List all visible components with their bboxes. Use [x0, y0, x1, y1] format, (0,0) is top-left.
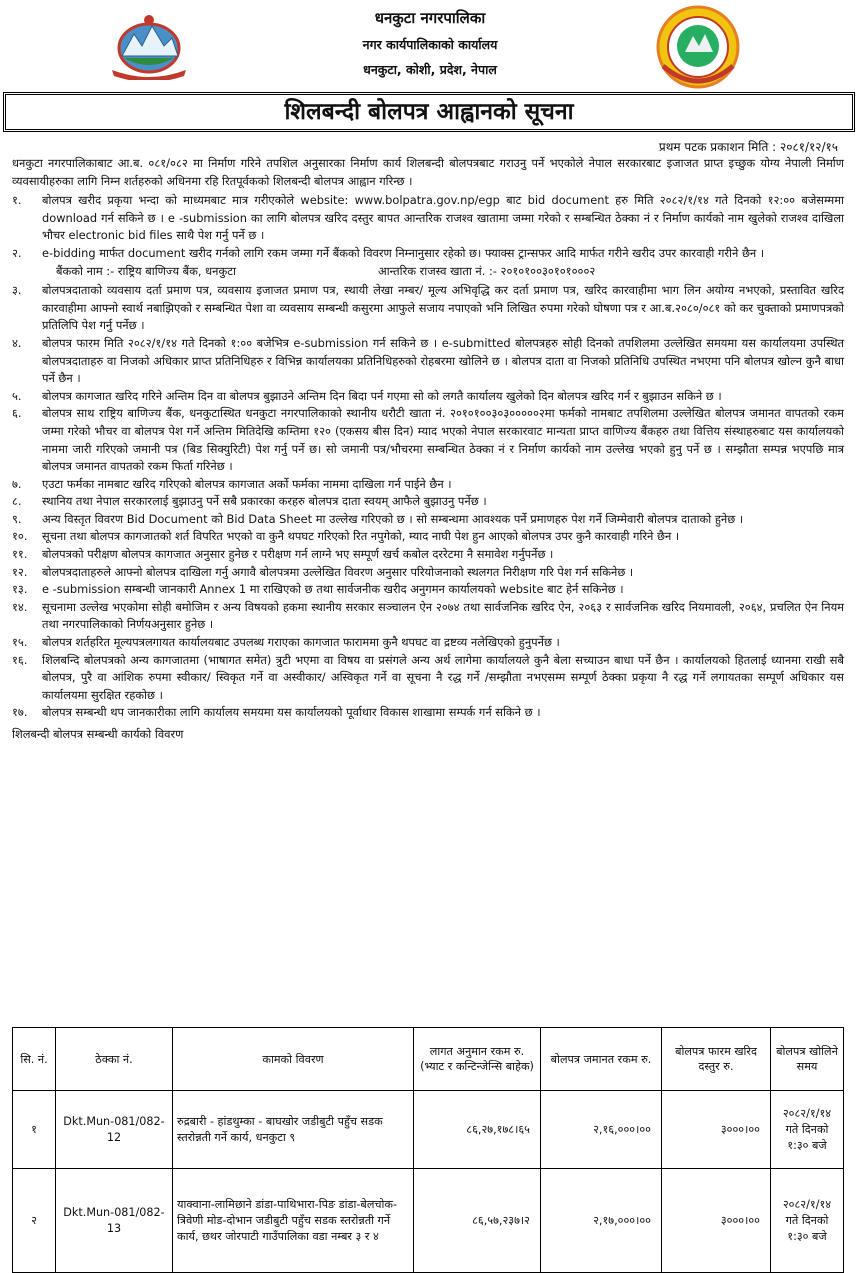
header-opening: बोलपत्र खोलिने समय — [771, 1028, 844, 1091]
clause-5: ५. बोलपत्र कागजात खरिद गरिने अन्तिम दिन वा बोलपत्र बुझाउने अन्तिम दिन बिदा पर्न गएमा सो को लगतै कार्यालय खुलेको दिन बोलपत्र खरिद गर्न र बुझाउन सकिने छ । — [12, 388, 722, 403]
table-header-row — [13, 1028, 844, 1091]
clause-11: ११. बोलपत्रको परीक्षण बोलपत्र कागजात अनुसार हुनेछ र परीक्षण गर्न लाग्ने भए सम्पूर्ण खर्च कबोल दररेटमा नै समावेश गर्नुपर्नेछ । — [12, 547, 554, 562]
cell-cost: ८६,२७,१७८।६५ — [414, 1091, 541, 1169]
cell-security: २,१६,०००।०० — [541, 1091, 662, 1169]
intro-paragraph: धनकुटा नगरपालिकाबाट आ.ब. ०८१/०८२ मा निर्माण गरिने तपशिल अनुसारका निर्माण कार्य शिलबन्दी बोलपत्रबाट गराउनु पर्ने भएकोले नेपाल सरकारबाट इजाजत प्राप्त इच्छुक योग्य नेपाली निर्माण व्यवसायीहरुका लागि निम्न शर्तहरुको अधिनमा रहि रितपूर्वकको शिलबन्दी बोलपत्र आह्वान गरिन्छ । — [12, 156, 844, 188]
clause-7: ७. एउटा फर्मका नामबाट खरिद गरिएको बोलपत्र कागजात अर्को फर्मका नाममा दाखिला गर्न पाईने छैन । — [12, 476, 452, 491]
clause-2: २. e-bidding मार्फत document खरीद गर्नको लागि रकम जम्मा गर्ने बैंकको विवरण निम्नानुसार रहेको छ। फ्याक्स ट्रान्सफर आदि मार्फत गरीने खरीद उपर कारवाही गरीने छैन । — [12, 245, 765, 260]
header-sn: सि. नं. — [13, 1028, 56, 1091]
clause-17: १७. बोलपत्र सम्बन्धी थप जानकारीका लागि कार्यालय समयमा यस कार्यालयको पूर्वाधार विकास शाखामा सम्पर्क गर्न सकिने छ । — [12, 705, 541, 720]
notice-title: शिलबन्दी बोलपत्र आह्वानको सूचना — [3, 92, 855, 132]
header-description: कामको विवरण — [173, 1028, 414, 1091]
header-security: बोलपत्र जमानत रकम रु. — [541, 1028, 662, 1091]
header-cost: लागत अनुमान रकम रु. (भ्याट र कन्टिन्जेन्सि बाहेक) — [414, 1028, 541, 1091]
municipality-logo-icon — [655, 4, 741, 90]
cell-fee: ३०००।०० — [662, 1169, 771, 1273]
clause-14: १४. सूचनामा उल्लेख भएकोमा सोही बमोजिम र अन्य विषयको हकमा स्थानीय सरकार सञ्चालन ऐन २०७४ तथा सार्वजनिक खरिद ऐन, २०६३ र सार्वजनिक खरिद नियमावली, २०६४, प्रचलित ऐन नियम तथा नगरपालिकाको निर्णयअनुसार हुनेछ । — [12, 599, 844, 632]
clause-12: १२. बोलपत्रदाताहरुले आफ्नो बोलपत्र दाखिला गर्नु अगावै बोलपत्रमा उल्लेखित विवरण अनुसार परियोजनाको स्थलगत निरीक्षण गरि पेश गर्न सकिनेछ । — [12, 564, 634, 579]
clause-15: १५. बोलपत्र शर्तहरित मूल्यपत्रलगायत कार्यालयबाट उपलब्ध गराएका कागजात फाराममा कुनै थपघट वा द्रष्टव्य नलेखिएको हुनुपर्नेछ । — [12, 635, 560, 650]
bank-name: बैंकको नाम :- राष्ट्रिय बाणिज्य बैंक, धनकुटा — [56, 263, 236, 278]
municipality-name: धनकुटा नगरपालिका — [374, 9, 486, 27]
clause-16: १६. शिलबन्दि बोलपत्रको अन्य कागजातमा (भाषागत समेत) त्रुटी भएमा वा विषय वा प्रसंगले अन्य अर्थ लागेमा कार्यालयले कुनै बेला सच्याउन बाधा पर्ने छैन । कार्यालयको हितलाई ध्यानमा राखी सबै बोलपत्र, पुरै वा आंशिक रुपमा स्वीकार/ स्विकृत गर्ने वा अस्वीकार/ अस्विकृत गर्ने वा सूचना नै रद्ध गर्ने /सम्झौता नभएसम्म सम्पूर्ण ठेक्का प्रकृया नै रद्ध गर्ने लगायतका सम्पूर्ण अधिकार यस कार्यालयमा सुरक्षित रहकोछ । — [12, 652, 844, 702]
nepal-government-emblem-icon — [108, 12, 190, 80]
clause-1: १. बोलपत्र खरीद प्रकृया भन्दा को माध्यमबाट मात्र गरीएकोले website: www.bolpatra.gov.np/egp बाट bid document हरु मिति २०८२/१/१४ गते दिनको १२:०० बजेसम्ममा download गर्न सकिने छ । e -submission का लागि बोलपत्र खरिद दस्तुर बापत आन्तरिक राजश्व खातामा जम्मा गरेको र सम्बन्धित ठेक्का नं र निर्माण कार्यको नाम खुलेको राजश्व दाखिला भौचर electronic bid files साथै पेश गर्नु पर्ने छ । — [12, 193, 844, 243]
cell-security: २,१७,०००।०० — [541, 1169, 662, 1273]
cell-contract-no: Dkt.Mun-081/082-13 — [56, 1169, 173, 1273]
cell-description: याक्वाना-लामिछाने डांडा-पाथिभारा-पिङ डांडा-बेलचोक-त्रिवेणी मोड-दोभान जडीबुटी पहुँच सडक स्तरोन्नती गर्ने कार्य, छथर जोरपाटी गाउँपालिका वडा नम्बर ३ र ४ — [173, 1169, 414, 1273]
table-row — [13, 1091, 844, 1169]
cell-sn: २ — [13, 1169, 56, 1273]
clause-9: ९. अन्य विस्तृत विवरण Bid Document को Bid Data Sheet मा उल्लेख गरिएको छ । सो सम्बन्धमा आवश्यक पर्ने प्रमाणहरु पेश गर्ने जिम्मेवारी बोलपत्र दाताको हुनेछ । — [12, 511, 744, 526]
office-name: नगर कार्यपालिकाको कार्यालय — [362, 37, 498, 52]
bank-account: आन्तरिक राजस्व खाता नं. :- २०१०१००३०१०१०००२ — [378, 263, 596, 278]
cell-opening: २०८२/१/१४ गते दिनको १:३० बजे — [771, 1091, 844, 1169]
header-contract-no: ठेक्का नं. — [56, 1028, 173, 1091]
clause-3: ३. बोलपत्रदाताको व्यवसाय दर्ता प्रमाण पत्र, व्यवसाय इजाजत प्रमाण पत्र, स्थायी लेखा नम्बर/ मूल्य अभिवृद्धि कर दर्ता प्रमाण पत्र, खरिद कारवाहीमा भाग लिन अयोग्य नभएको, प्रस्तावित खरिद कारवाहीमा आफ्नो स्वार्थ नबाझिएको र सम्बन्धित पेशा वा व्यवसाय सम्बन्धी कसुरमा आफुले सजाय नपाएको भनि लिखित रुपमा गरेको घोषणा पत्र र आ.ब.२०८०/०८१ को कर चुक्ताको प्रमाणपत्रको प्रतिलिपि पेश गर्नु पर्नेछ । — [12, 283, 844, 333]
clause-8: ८. स्थानिय तथा नेपाल सरकारलाई बुझाउनु पर्ने सबै प्रकारका करहरु बोलपत्र दाता स्वयम् आफैले बुझाउनु पर्नेछ । — [12, 494, 487, 509]
cell-fee: ३०००।०० — [662, 1091, 771, 1169]
letterhead — [0, 0, 858, 92]
clause-13: १३. e -submission सम्बन्धी जानकारी Annex 1 मा राखिएको छ तथा सार्वजनीक खरीद अनुगमन कार्यालयको website बाट हेर्न सकिनेछ । — [12, 582, 624, 597]
cell-opening: २०८२/१/१४ गते दिनको १:३० बजे — [771, 1169, 844, 1273]
cell-contract-no: Dkt.Mun-081/082-12 — [56, 1091, 173, 1169]
office-address: धनकुटा, कोशी, प्रदेश, नेपाल — [363, 62, 497, 77]
publication-date: प्रथम पटक प्रकाशन मिति : २०८१/१२/१५ — [658, 140, 838, 154]
bank-details — [12, 263, 844, 281]
table-row — [13, 1169, 844, 1273]
table-caption: शिलबन्दी बोलपत्र सम्बन्धी कार्यको विवरण — [12, 727, 184, 741]
clause-10: १०. सूचना तथा बोलपत्र कागजातको शर्त विपरित भएको वा कुनै थपघट गरिएको रित नपुगेको, म्याद नाघी पेश हुन आएको बोलपत्र उपर कुनै कारवाही गरिने छैन । — [12, 529, 680, 544]
cell-cost: ८६,५७,२३७।२ — [414, 1169, 541, 1273]
clause-6: ६. बोलपत्र साथ राष्ट्रिय बाणिज्य बैंक, धनकुटास्थित धनकुटा नगरपालिकाको स्थानीय धरौटी खाता नं. २०१०१००३०३०००००२मा फर्मको नामबाट तपशिलमा उल्लेखित बोलपत्र जमानत वापतको रकम जम्मा गरेको भौचर वा बोलपत्र पेश गर्ने अन्तिम मितिदेखि कम्तिमा १२० (एकसय बीस दिन) म्याद भएको नेपाल सरकारवाट मान्यता प्राप्त वाणिज्य बैंकहरु तथा वित्तिय संस्थाहरुबाट यस कार्यालयको नाममा जारी गरिएको जमानी पत्र (बिड सिक्युरिटी) पेश गर्नु पर्ने छ। सो जमानी पत्र/भौचरमा सम्बन्धित ठेक्का नं र निर्माण कार्यको नाम उल्लेख भएको हुनु पर्ने छ । सम्झौता सम्पन्न भएपछि मात्र बोलपत्र जमानत वापतको रकम फिर्ता गरिनेछ । — [12, 406, 844, 474]
header-fee: बोलपत्र फारम खरिद दस्तुर रु. — [662, 1028, 771, 1091]
clause-4: ४. बोलपत्र फारम मिति २०८२/१/१४ गते दिनको १:०० बजेभित्र e-submission गर्न सकिने छ । e-submitted बोलपत्रहरु सोही दिनको तपशिलमा उल्लेखित समयमा यस कार्यालयमा उपस्थित बोलपत्रदाताहरु वा निजको अधिकार प्राप्त प्रतिनिधिहरु र विभिन्न कार्यालयका प्रतिनिधिहरुको रोहबरमा खोलिने छ । बोलपत्र दाता वा निजको प्रतिनिधि उपस्थित नभएमा पनि बोलपत्र खोल्न कुनै बाधा पर्ने छैन । — [12, 335, 844, 386]
cell-description: रुद्रबारी - हांडथुम्का - बाघखोर जडीबुटी पहुँच सडक स्तरोन्नती गर्ने कार्य, धनकुटा ९ — [173, 1091, 414, 1169]
cell-sn: १ — [13, 1091, 56, 1169]
works-table — [12, 1027, 844, 1273]
notice-body — [12, 155, 844, 744]
